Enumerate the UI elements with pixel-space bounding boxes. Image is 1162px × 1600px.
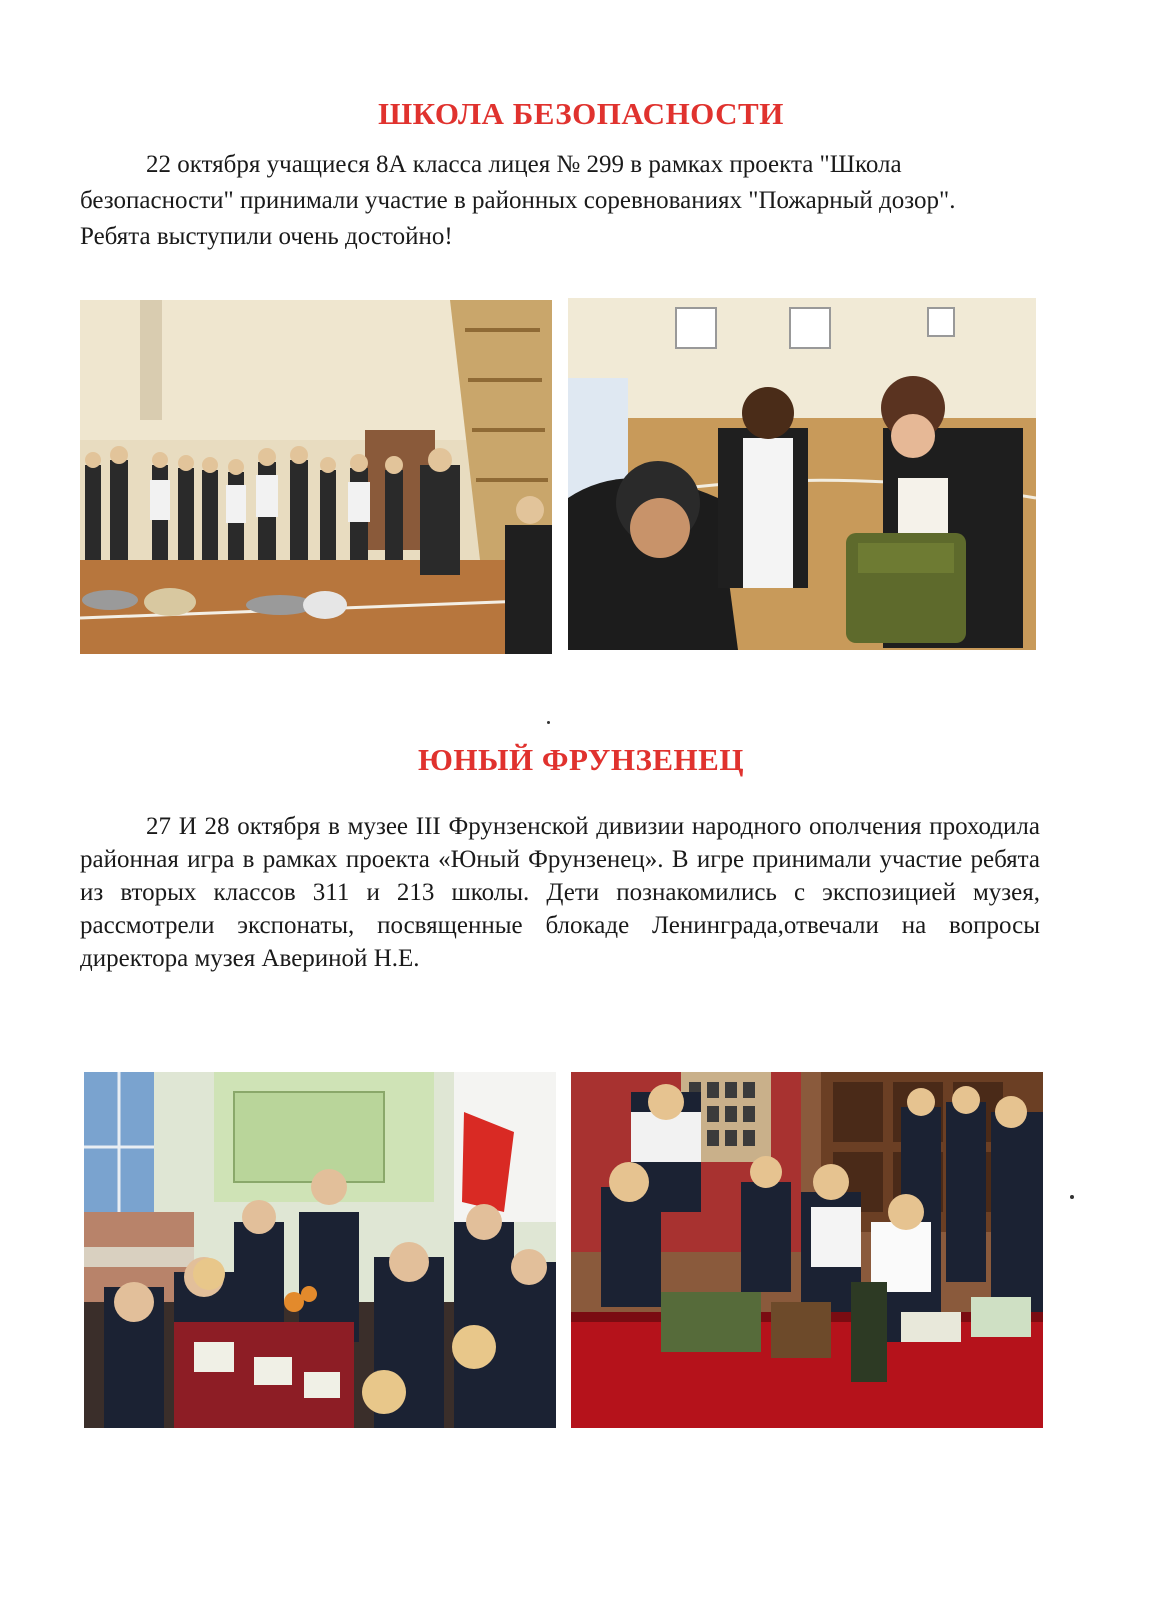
paragraph-text: 27 И 28 октября в музее III Фрунзенской дивизии народного ополчения проходила районная игра в рамках проекта «Юный Фрунзенец». В игре принимали участие ребята из вторых классов 311 и 213 школы. Дети познакомились с экспозицией музея, рассмотрели экспонаты, посвященные блокаде Ленинграда,отвечали на вопросы директора музея Авериной Н.Е.: [80, 813, 1040, 972]
section-paragraph-safety-school: [80, 147, 1020, 255]
section-title-young-frunzenets: ЮНЫЙ ФРУНЗЕНЕЦ: [418, 742, 744, 777]
photo-gym-bag-task: [568, 298, 1036, 650]
section-title-safety-school: ШКОЛА БЕЗОПАСНОСТИ: [378, 96, 784, 131]
photo-gym-lineup: [80, 300, 552, 654]
photo-museum-exhibit: [571, 1072, 1043, 1428]
scan-speck: [1070, 1195, 1074, 1199]
photo-museum-classroom: [84, 1072, 556, 1428]
scan-speck: [547, 721, 550, 724]
section-paragraph-young-frunzenets: [80, 810, 1040, 975]
paragraph-text: 22 октября учащиеся 8А класса лицея № 299 в рамках проекта "Школа безопасности" принимали участие в районных соревнованиях "Пожарный дозор". Ребята выступили очень достойно!: [80, 151, 956, 250]
